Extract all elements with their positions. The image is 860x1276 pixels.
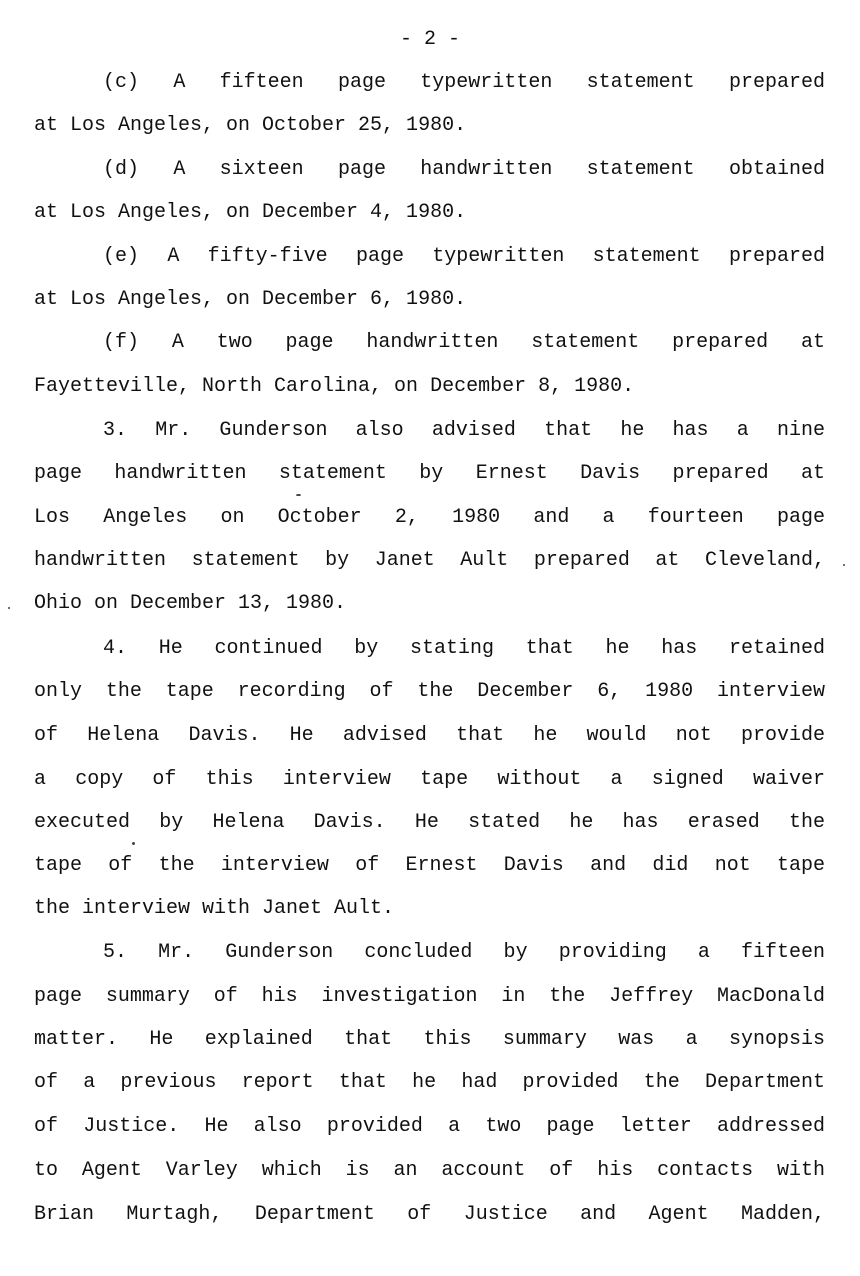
scan-speck (132, 842, 135, 845)
text-line: to Agent Varley which is an account of his contacts with (34, 1159, 825, 1182)
text-line: (f) A two page handwritten statement prepared at (103, 331, 825, 354)
text-line: at Los Angeles, on October 25, 1980. (34, 114, 467, 137)
text-line: Los Angeles on October 2, 1980 and a fourteen page (34, 506, 825, 529)
text-line: (d) A sixteen page handwritten statement obtained (103, 158, 825, 181)
text-line: tape of the interview of Ernest Davis and did not tape (34, 854, 825, 877)
text-line: only the tape recording of the December 6, 1980 interview (34, 680, 825, 703)
text-line: page handwritten statement by Ernest Davis prepared at (34, 462, 825, 485)
text-line: executed by Helena Davis. He stated he has erased the (34, 811, 825, 834)
text-line: 5. Mr. Gunderson concluded by providing a fifteen (103, 941, 825, 964)
text-line: Ohio on December 13, 1980. (34, 592, 347, 615)
text-line: of Justice. He also provided a two page letter addressed (34, 1115, 825, 1138)
text-line: (c) A fifteen page typewritten statement prepared (103, 71, 825, 94)
text-line: Fayetteville, North Carolina, on December 8, 1980. (34, 375, 635, 398)
text-line: the interview with Janet Ault. (34, 897, 395, 920)
text-line: at Los Angeles, on December 4, 1980. (34, 201, 467, 224)
text-line: a copy of this interview tape without a signed waiver (34, 768, 825, 791)
text-line: 3. Mr. Gunderson also advised that he has a nine (103, 419, 825, 442)
text-line: of Helena Davis. He advised that he would not provide (34, 724, 825, 747)
scan-speck (843, 564, 845, 566)
text-line: handwritten statement by Janet Ault prepared at Cleveland, (34, 549, 825, 572)
scan-speck (296, 494, 301, 496)
scan-speck (8, 607, 10, 609)
text-line: Brian Murtagh, Department of Justice and Agent Madden, (34, 1203, 825, 1226)
text-line: (e) A fifty-five page typewritten statement prepared (103, 245, 825, 268)
text-line: at Los Angeles, on December 6, 1980. (34, 288, 467, 311)
page-number: - 2 - (399, 28, 460, 51)
text-line: matter. He explained that this summary was a synopsis (34, 1028, 825, 1051)
text-line: page summary of his investigation in the Jeffrey MacDonald (34, 985, 825, 1008)
text-line: of a previous report that he had provided the Department (34, 1071, 825, 1094)
text-line: 4. He continued by stating that he has retained (103, 637, 825, 660)
